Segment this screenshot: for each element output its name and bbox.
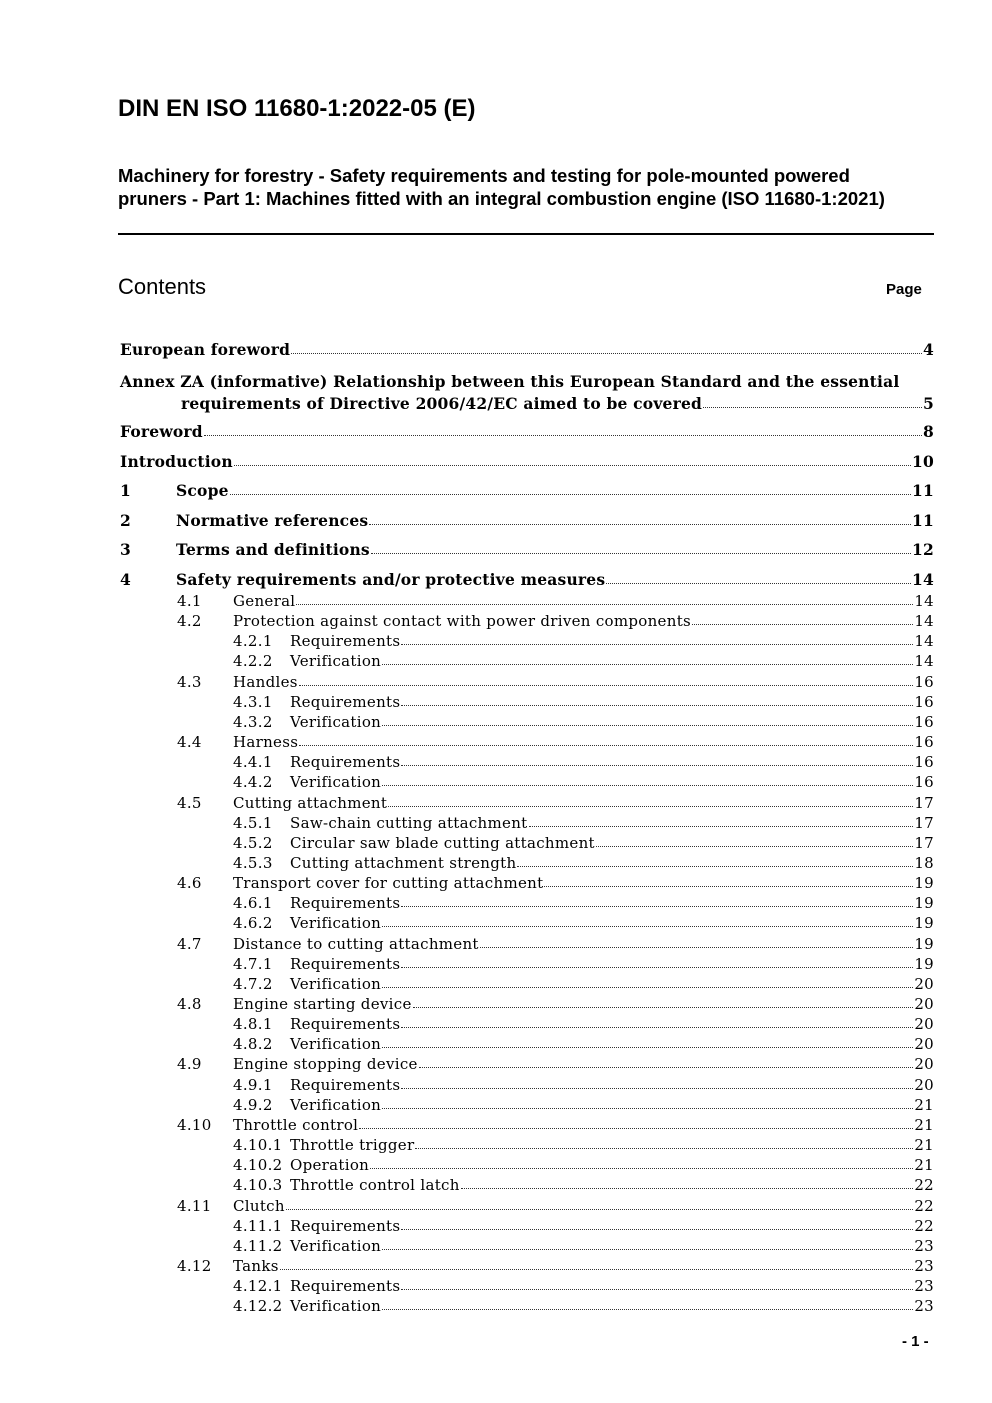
toc-entry-page: 14 bbox=[912, 570, 934, 589]
toc-entry[interactable] bbox=[0, 1276, 992, 1298]
toc-entry-page: 20 bbox=[914, 1055, 934, 1074]
toc-entry[interactable] bbox=[0, 481, 992, 503]
toc-entry-number: 4.7.1 bbox=[233, 954, 273, 973]
toc-entry-page: 16 bbox=[914, 753, 934, 772]
toc-entry-number: 3 bbox=[120, 540, 131, 559]
toc-entry-title: European foreword bbox=[120, 340, 291, 359]
document-subtitle: Machinery for forestry - Safety requirements and testing for pole-mounted powered pruners - Part 1: Machines fitted with an integral combustion engine (ISO 11680-1:2021) bbox=[118, 165, 885, 209]
toc-entry-number: 4.5 bbox=[177, 793, 202, 812]
toc-entry-title: Cutting attachment bbox=[233, 793, 388, 812]
toc-entry-page: 20 bbox=[914, 1015, 934, 1034]
toc-entry-number: 4.6.1 bbox=[233, 894, 273, 913]
toc-entry-number: 4.7.2 bbox=[233, 974, 273, 993]
toc-entry-number: 4.5.1 bbox=[233, 813, 273, 832]
dot-leader bbox=[382, 1296, 913, 1310]
dot-leader bbox=[382, 913, 913, 927]
toc-entry-title: Verification bbox=[290, 1236, 382, 1255]
toc-entry-number: 4.5.3 bbox=[233, 853, 273, 872]
toc-entry-title: Distance to cutting attachment bbox=[233, 934, 479, 953]
toc-entry-title: Engine starting device bbox=[233, 995, 412, 1013]
toc-entry[interactable] bbox=[0, 651, 992, 673]
toc-entry-page: 14 bbox=[914, 612, 934, 631]
toc-entry[interactable] bbox=[0, 1236, 992, 1258]
toc-entry-number: 4.11 bbox=[177, 1196, 212, 1215]
toc-entry[interactable] bbox=[0, 853, 992, 875]
toc-entry-title: Tanks bbox=[233, 1256, 279, 1275]
toc-entry-page: 19 bbox=[914, 954, 934, 973]
toc-entry-title: Handles bbox=[233, 672, 298, 691]
toc-entry[interactable] bbox=[0, 833, 992, 855]
toc-entry[interactable] bbox=[0, 591, 992, 613]
contents-heading: Contents bbox=[118, 274, 207, 299]
toc-entry[interactable] bbox=[0, 1095, 992, 1117]
toc-entry-title: Requirements bbox=[290, 692, 401, 711]
toc-entry-number: 4.12 bbox=[177, 1256, 212, 1275]
toc-entry[interactable] bbox=[0, 452, 992, 474]
toc-entry[interactable] bbox=[0, 394, 992, 416]
toc-entry-page: 19 bbox=[914, 934, 934, 953]
dot-leader bbox=[419, 1054, 914, 1068]
toc-entry-title: Verification bbox=[290, 1297, 382, 1316]
toc-entry-page: 22 bbox=[914, 1176, 934, 1195]
toc-entry-number: 4.12.2 bbox=[233, 1297, 283, 1316]
toc-entry-number: 4.2.2 bbox=[233, 652, 273, 671]
toc-entry[interactable] bbox=[0, 913, 992, 935]
dot-leader bbox=[382, 712, 913, 726]
dot-leader bbox=[369, 511, 911, 525]
toc-entry-number: 4.11.1 bbox=[233, 1216, 283, 1235]
toc-entry[interactable] bbox=[0, 1196, 992, 1218]
toc-entry-page: 21 bbox=[914, 1115, 934, 1134]
toc-entry-title: Circular saw blade cutting attachment bbox=[290, 833, 595, 852]
dot-leader bbox=[382, 974, 913, 988]
dot-leader bbox=[382, 1034, 913, 1048]
toc-entry[interactable] bbox=[0, 954, 992, 976]
toc-entry[interactable] bbox=[0, 631, 992, 653]
toc-entry-title: Requirements bbox=[290, 894, 401, 913]
toc-entry-page: 11 bbox=[912, 511, 934, 530]
toc-entry-page: 23 bbox=[914, 1236, 934, 1255]
toc-entry-page: 23 bbox=[914, 1256, 934, 1275]
toc-entry[interactable] bbox=[0, 752, 992, 774]
dot-leader bbox=[371, 540, 911, 554]
toc-entry-page: 22 bbox=[914, 1196, 934, 1215]
toc-entry-number: 4.11.2 bbox=[233, 1236, 283, 1255]
toc-entry-title: Harness bbox=[233, 733, 299, 752]
toc-entry[interactable] bbox=[0, 712, 992, 734]
dot-leader bbox=[401, 1276, 913, 1290]
toc-entry-title: Requirements bbox=[290, 1015, 401, 1034]
toc-entry-number: 4.8 bbox=[177, 995, 202, 1013]
toc-entry-page: 16 bbox=[914, 692, 934, 711]
toc-entry-page: 20 bbox=[914, 995, 934, 1013]
toc-entry[interactable] bbox=[0, 1175, 992, 1197]
dot-leader bbox=[401, 1075, 913, 1089]
dot-leader bbox=[401, 1014, 913, 1028]
toc-entry-number: 4.6 bbox=[177, 874, 202, 893]
toc-entry-title: Throttle trigger bbox=[290, 1136, 415, 1155]
toc-entry[interactable] bbox=[0, 570, 992, 592]
dot-leader bbox=[415, 1135, 913, 1149]
toc-entry-page: 19 bbox=[914, 894, 934, 913]
toc-entry-title: Throttle control bbox=[233, 1115, 359, 1134]
toc-entry[interactable] bbox=[0, 1075, 992, 1097]
toc-entry-page: 16 bbox=[914, 672, 934, 691]
dot-leader bbox=[401, 752, 913, 766]
toc-entry-title: Verification bbox=[290, 1095, 382, 1114]
toc-entry-title: Requirements bbox=[290, 632, 401, 651]
toc-entry-title: Engine stopping device bbox=[233, 1055, 418, 1074]
toc-entry-page: 20 bbox=[914, 974, 934, 993]
toc-entry-number: 4.4.1 bbox=[233, 753, 273, 772]
toc-entry-number: 4.6.2 bbox=[233, 914, 273, 933]
toc-entry-page: 21 bbox=[914, 1095, 934, 1114]
toc-entry-number: 4.4 bbox=[177, 733, 202, 752]
document-title: DIN EN ISO 11680-1:2022-05 (E) bbox=[118, 95, 476, 122]
dot-leader bbox=[401, 893, 913, 907]
toc-entry-page: 23 bbox=[914, 1277, 934, 1296]
toc-entry-number: 4.9.1 bbox=[233, 1075, 273, 1094]
toc-entry-title: Normative references bbox=[176, 511, 369, 530]
dot-leader bbox=[286, 1196, 913, 1210]
toc-entry-title: Transport cover for cutting attachment bbox=[233, 874, 544, 893]
dot-leader bbox=[370, 1155, 913, 1169]
dot-leader bbox=[382, 772, 913, 786]
toc-entry-number: 4.9 bbox=[177, 1055, 202, 1074]
dot-leader bbox=[280, 1256, 914, 1270]
dot-leader bbox=[382, 1236, 913, 1250]
toc-entry-page: 20 bbox=[914, 1035, 934, 1054]
toc-entry-title: Verification bbox=[290, 712, 382, 731]
toc-entry-number: 4.5.2 bbox=[233, 833, 273, 852]
toc-entry-page: 22 bbox=[914, 1216, 934, 1235]
dot-leader bbox=[234, 452, 911, 466]
toc-entry-page: 14 bbox=[914, 592, 934, 610]
toc-entry-title: Terms and definitions bbox=[176, 540, 370, 559]
toc-entry-page: 16 bbox=[914, 773, 934, 792]
toc-entry-number: 2 bbox=[120, 511, 131, 530]
toc-entry-page: 18 bbox=[914, 853, 934, 872]
toc-entry[interactable] bbox=[0, 1115, 992, 1137]
toc-entry-page: 16 bbox=[914, 712, 934, 731]
dot-leader bbox=[480, 934, 914, 948]
toc-entry-page: 21 bbox=[914, 1156, 934, 1175]
dot-leader bbox=[413, 994, 914, 1008]
toc-entry-number: 4.2 bbox=[177, 612, 202, 631]
toc-entry-number: 1 bbox=[120, 481, 131, 500]
toc-entry[interactable] bbox=[0, 1054, 992, 1076]
toc-entry-title: Foreword bbox=[120, 422, 203, 441]
toc-entry-number: 4.10.1 bbox=[233, 1136, 283, 1155]
toc-entry-page: 20 bbox=[914, 1075, 934, 1094]
toc-entry[interactable] bbox=[0, 422, 992, 444]
toc-entry-page: 17 bbox=[914, 813, 934, 832]
toc-entry-page: 23 bbox=[914, 1297, 934, 1316]
dot-leader bbox=[703, 394, 922, 408]
toc-entry-page: 4 bbox=[923, 340, 934, 359]
dot-leader bbox=[529, 813, 914, 827]
toc-entry-page: 8 bbox=[923, 422, 934, 441]
toc-entry[interactable] bbox=[0, 672, 992, 694]
dot-leader bbox=[606, 570, 911, 584]
dot-leader bbox=[401, 631, 913, 645]
toc-entry[interactable] bbox=[0, 511, 992, 533]
toc-entry[interactable] bbox=[0, 793, 992, 815]
dot-leader bbox=[230, 481, 911, 495]
toc-entry-number: 4.3.1 bbox=[233, 692, 273, 711]
toc-entry-title: Requirements bbox=[290, 753, 401, 772]
toc-entry-number: 4.3.2 bbox=[233, 712, 273, 731]
toc-entry[interactable] bbox=[0, 1014, 992, 1036]
toc-entry-number: 4.10.2 bbox=[233, 1156, 283, 1175]
toc-entry-page: 19 bbox=[914, 874, 934, 893]
toc-entry-page: 11 bbox=[912, 481, 934, 500]
toc-entry-number: 4.4.2 bbox=[233, 773, 273, 792]
page-column-label: Page bbox=[886, 281, 922, 298]
toc-entry-page: 17 bbox=[914, 793, 934, 812]
toc-entry[interactable] bbox=[0, 1256, 992, 1278]
toc-entry-title: Verification bbox=[290, 652, 382, 671]
dot-leader bbox=[382, 1095, 913, 1109]
toc-entry-title: Verification bbox=[290, 773, 382, 792]
toc-entry[interactable] bbox=[0, 994, 992, 1016]
toc-entry-page: 5 bbox=[923, 394, 934, 413]
toc-entry-title: Throttle control latch bbox=[290, 1176, 460, 1195]
dot-leader bbox=[401, 1216, 913, 1230]
toc-entry-number: 4.1 bbox=[177, 592, 202, 610]
dot-leader bbox=[204, 422, 922, 436]
toc-entry-title: requirements of Directive 2006/42/EC aimed to be covered bbox=[181, 394, 703, 413]
toc-entry-title: Operation bbox=[290, 1156, 370, 1175]
toc-entry-title: Clutch bbox=[233, 1196, 285, 1215]
dot-leader bbox=[544, 873, 913, 887]
toc-entry[interactable] bbox=[0, 1296, 992, 1318]
toc-entry-title: Verification bbox=[290, 974, 382, 993]
toc-entry-number: 4.2.1 bbox=[233, 632, 273, 651]
toc-entry-number: 4.10.3 bbox=[233, 1176, 283, 1195]
toc-entry-title: Introduction bbox=[120, 452, 233, 471]
toc-entry-page: 12 bbox=[912, 540, 934, 559]
toc-entry-page: 10 bbox=[912, 452, 934, 471]
toc-entry-page: 17 bbox=[914, 833, 934, 852]
dot-leader bbox=[299, 672, 914, 686]
toc-entry-title: Verification bbox=[290, 1035, 382, 1054]
dot-leader bbox=[401, 954, 913, 968]
toc-entry[interactable] bbox=[0, 1034, 992, 1056]
toc-entry-page: 14 bbox=[914, 632, 934, 651]
toc-entry[interactable] bbox=[0, 732, 992, 754]
toc-entry[interactable] bbox=[0, 934, 992, 956]
dot-leader bbox=[359, 1115, 913, 1129]
toc-entry[interactable] bbox=[0, 611, 992, 633]
toc-entry-number: 4.10 bbox=[177, 1115, 212, 1134]
toc-entry-title: General bbox=[233, 592, 296, 610]
toc-entry-title: Safety requirements and/or protective measures bbox=[176, 570, 606, 589]
dot-leader bbox=[517, 853, 913, 867]
toc-entry[interactable] bbox=[0, 340, 992, 362]
toc-entry[interactable] bbox=[0, 813, 992, 835]
toc-entry[interactable] bbox=[0, 772, 992, 794]
page-number: - 1 - bbox=[902, 1333, 929, 1350]
toc-entry-title: Requirements bbox=[290, 1277, 401, 1296]
dot-leader bbox=[296, 591, 913, 605]
annex-za-title-line: Annex ZA (informative) Relationship between this European Standard and the essential bbox=[120, 372, 900, 391]
toc-entry[interactable] bbox=[0, 1135, 992, 1157]
toc-entry-page: 19 bbox=[914, 914, 934, 933]
toc-entry-number: 4.8.2 bbox=[233, 1035, 273, 1054]
toc-entry[interactable] bbox=[0, 692, 992, 714]
dot-leader bbox=[401, 692, 913, 706]
toc-entry[interactable] bbox=[0, 893, 992, 915]
toc-entry-title: Scope bbox=[176, 481, 229, 500]
dot-leader bbox=[382, 651, 913, 665]
toc-entry-page: 16 bbox=[914, 733, 934, 752]
toc-entry-number: 4.8.1 bbox=[233, 1015, 273, 1034]
toc-entry[interactable] bbox=[0, 540, 992, 562]
dot-leader bbox=[299, 732, 913, 746]
dot-leader bbox=[388, 793, 913, 807]
toc-entry-number: 4.9.2 bbox=[233, 1095, 273, 1114]
dot-leader bbox=[291, 340, 922, 354]
toc-entry[interactable] bbox=[0, 1216, 992, 1238]
toc-entry[interactable] bbox=[0, 873, 992, 895]
toc-entry-title: Saw-chain cutting attachment bbox=[290, 813, 528, 832]
toc-entry-title: Protection against contact with power driven components bbox=[233, 612, 692, 631]
toc-entry-number: 4.12.1 bbox=[233, 1277, 283, 1296]
toc-entry[interactable] bbox=[0, 1155, 992, 1177]
toc-entry-page: 21 bbox=[914, 1136, 934, 1155]
toc-entry-title: Cutting attachment strength bbox=[290, 853, 517, 872]
dot-leader bbox=[692, 611, 913, 625]
toc-entry-number: 4.3 bbox=[177, 672, 202, 691]
toc-entry-number: 4.7 bbox=[177, 934, 202, 953]
dot-leader bbox=[596, 833, 913, 847]
toc-entry[interactable] bbox=[0, 974, 992, 996]
toc-entry-title: Requirements bbox=[290, 954, 401, 973]
toc-entry-number: 4 bbox=[120, 570, 131, 589]
dot-leader bbox=[461, 1175, 914, 1189]
toc-entry-title: Requirements bbox=[290, 1216, 401, 1235]
toc-entry-title: Verification bbox=[290, 914, 382, 933]
toc-entry-title: Requirements bbox=[290, 1075, 401, 1094]
toc-entry-page: 14 bbox=[914, 652, 934, 671]
